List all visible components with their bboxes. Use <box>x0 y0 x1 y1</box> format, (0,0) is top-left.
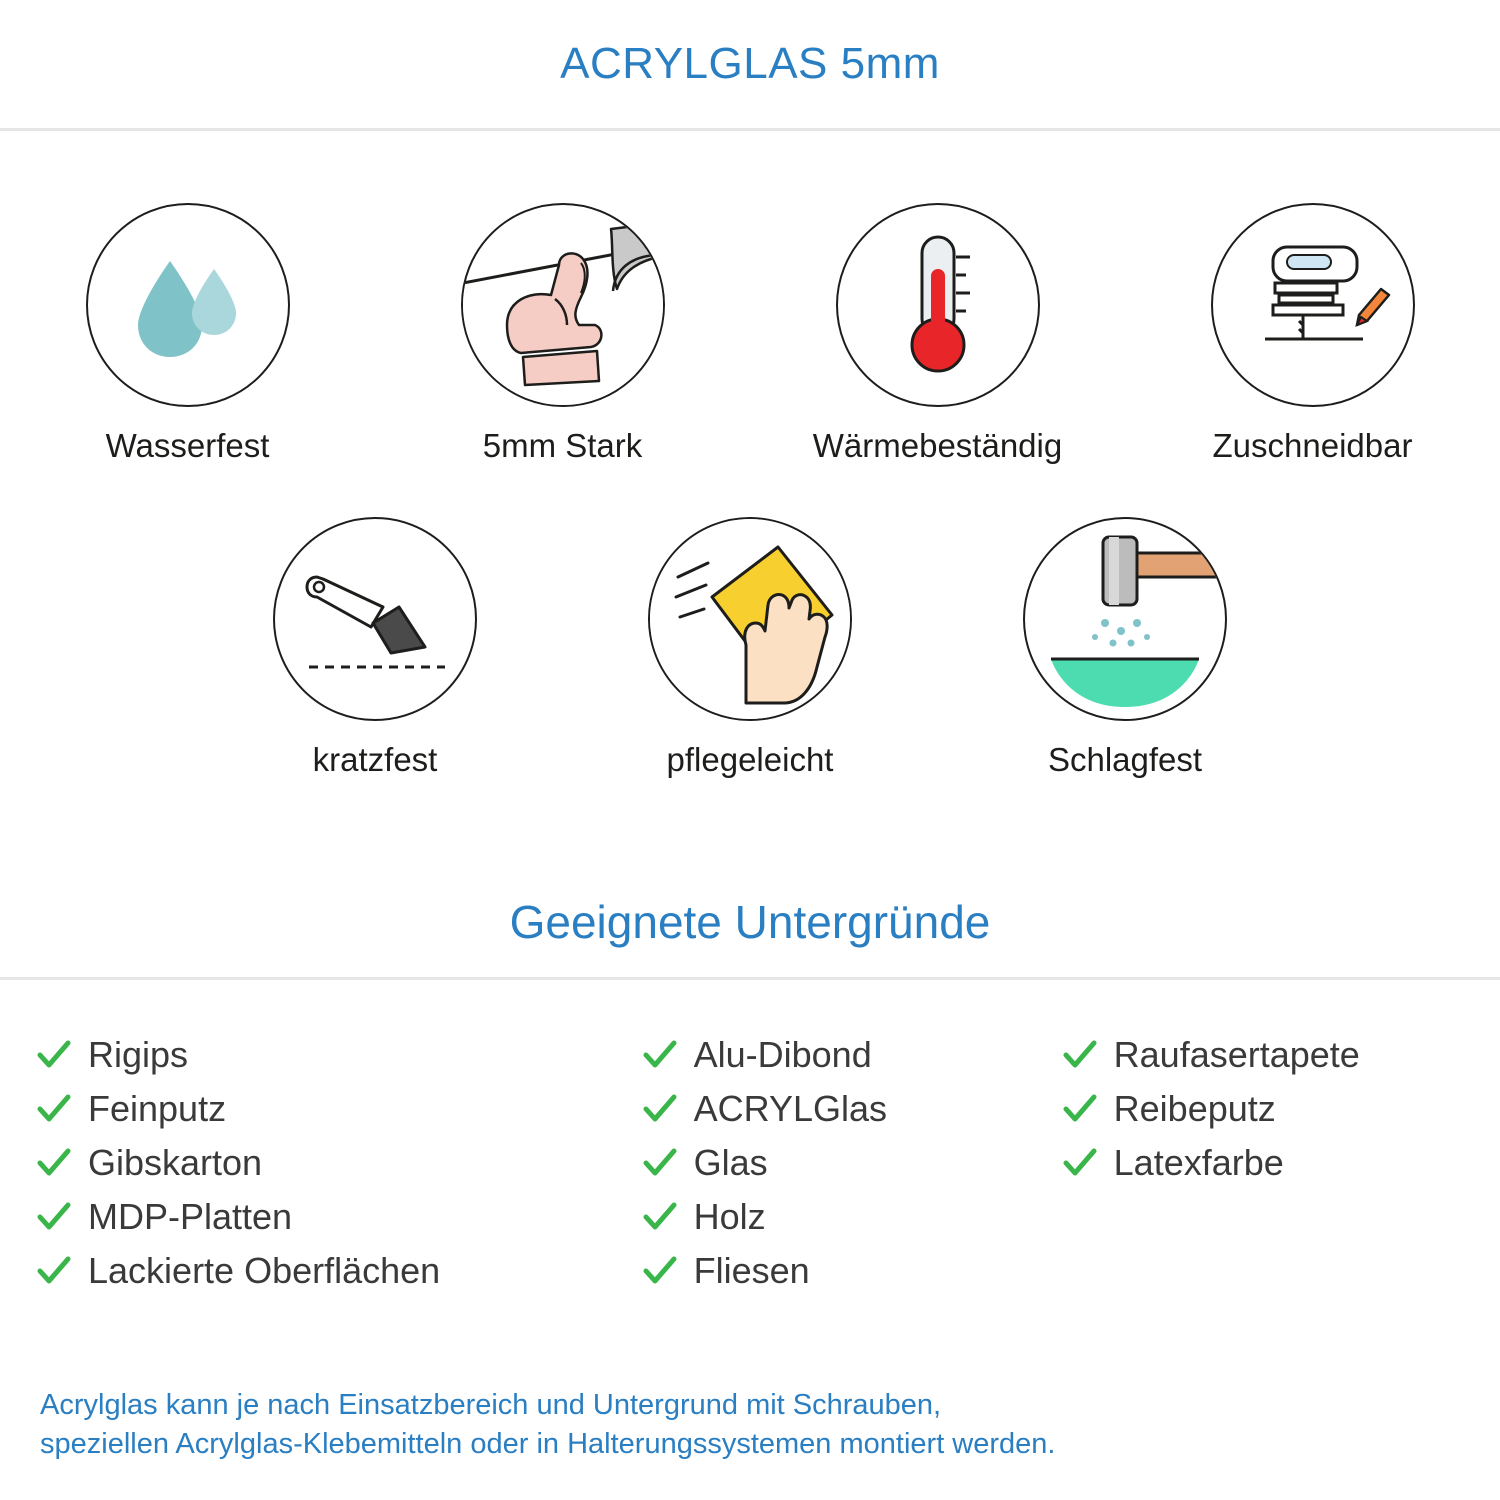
list-item-label: Feinputz <box>88 1088 227 1129</box>
feature-label: Wasserfest <box>105 427 270 464</box>
check-icon <box>1060 1143 1100 1183</box>
feature-label: pflegeleicht <box>666 741 834 778</box>
substrate-column-3 <box>1060 1028 1466 1298</box>
substrate-column-2 <box>640 1028 1060 1298</box>
list-item-label: Lackierte Oberflächen <box>88 1250 441 1291</box>
feature-label: 5mm Stark <box>482 427 643 464</box>
check-icon <box>34 1197 74 1237</box>
feature-section <box>0 131 1500 779</box>
header <box>0 0 1500 128</box>
check-icon <box>640 1251 680 1291</box>
list-item-label: MDP-Platten <box>88 1196 293 1237</box>
feature-pflegeleicht <box>563 517 938 779</box>
subheader-title: Geeignete Untergründe <box>509 896 991 948</box>
feature-schlagfest <box>938 517 1313 779</box>
check-icon <box>34 1251 74 1291</box>
list-item <box>34 1082 640 1136</box>
feature-label: kratzfest <box>312 741 438 778</box>
thermometer-icon <box>836 203 1040 407</box>
check-icon <box>34 1089 74 1129</box>
footnote-line-1: Acrylglas kann je nach Einsatzbereich und Untergrund mit Schrauben, <box>40 1388 942 1421</box>
jigsaw-cutter-icon <box>1211 203 1415 407</box>
water-drops-icon <box>86 203 290 407</box>
feature-kratzfest <box>188 517 563 779</box>
list-item <box>640 1028 1060 1082</box>
feature-5mm-stark <box>375 203 750 465</box>
feature-label: Zuschneidbar <box>1212 427 1413 464</box>
check-icon <box>640 1143 680 1183</box>
check-icon <box>1060 1035 1100 1075</box>
feature-label: Schlagfest <box>1047 741 1203 778</box>
feature-waermebestaendig <box>750 203 1125 465</box>
list-item-label: Glas <box>693 1142 768 1183</box>
subheader <box>0 867 1500 977</box>
list-item-label: Holz <box>693 1196 766 1237</box>
list-item-label: Fliesen <box>693 1250 810 1291</box>
check-icon <box>640 1089 680 1129</box>
check-icon <box>34 1143 74 1183</box>
list-item-label: Raufasertapete <box>1113 1034 1360 1075</box>
check-icon <box>1060 1089 1100 1129</box>
list-item-label: Gibskarton <box>88 1142 263 1183</box>
list-item <box>1060 1028 1466 1082</box>
feature-label: Wärmebeständig <box>812 427 1063 464</box>
footnote-line-2: speziellen Acrylglas-Klebemitteln oder in Halterungssystemen montiert werden. <box>40 1427 1056 1460</box>
list-item-label: Reibeputz <box>1113 1088 1276 1129</box>
list-item <box>640 1244 1060 1298</box>
list-item <box>34 1028 640 1082</box>
list-item-label: Alu-Dibond <box>693 1034 872 1075</box>
strong-arm-icon <box>461 203 665 407</box>
hammer-impact-icon <box>1023 517 1227 721</box>
list-item <box>640 1190 1060 1244</box>
feature-row-2 <box>0 517 1500 779</box>
list-item <box>34 1244 640 1298</box>
list-item <box>1060 1136 1466 1190</box>
check-icon <box>640 1035 680 1075</box>
list-item <box>34 1190 640 1244</box>
check-icon <box>640 1197 680 1237</box>
feature-wasserfest <box>0 203 375 465</box>
hand-cloth-wipe-icon <box>648 517 852 721</box>
list-item-label: Latexfarbe <box>1113 1142 1284 1183</box>
feature-zuschneidbar <box>1125 203 1500 465</box>
list-item <box>640 1082 1060 1136</box>
page-title: ACRYLGLAS 5mm <box>560 39 940 88</box>
footnote <box>40 1386 1460 1464</box>
feature-row-1 <box>0 203 1500 465</box>
substrate-column-1 <box>34 1028 640 1298</box>
list-item <box>34 1136 640 1190</box>
substrate-list <box>0 980 1500 1298</box>
knife-scratch-icon <box>273 517 477 721</box>
list-item-label: Rigips <box>88 1034 189 1075</box>
list-item-label: ACRYLGlas <box>693 1088 888 1129</box>
check-icon <box>34 1035 74 1075</box>
list-item <box>640 1136 1060 1190</box>
list-item <box>1060 1082 1466 1136</box>
